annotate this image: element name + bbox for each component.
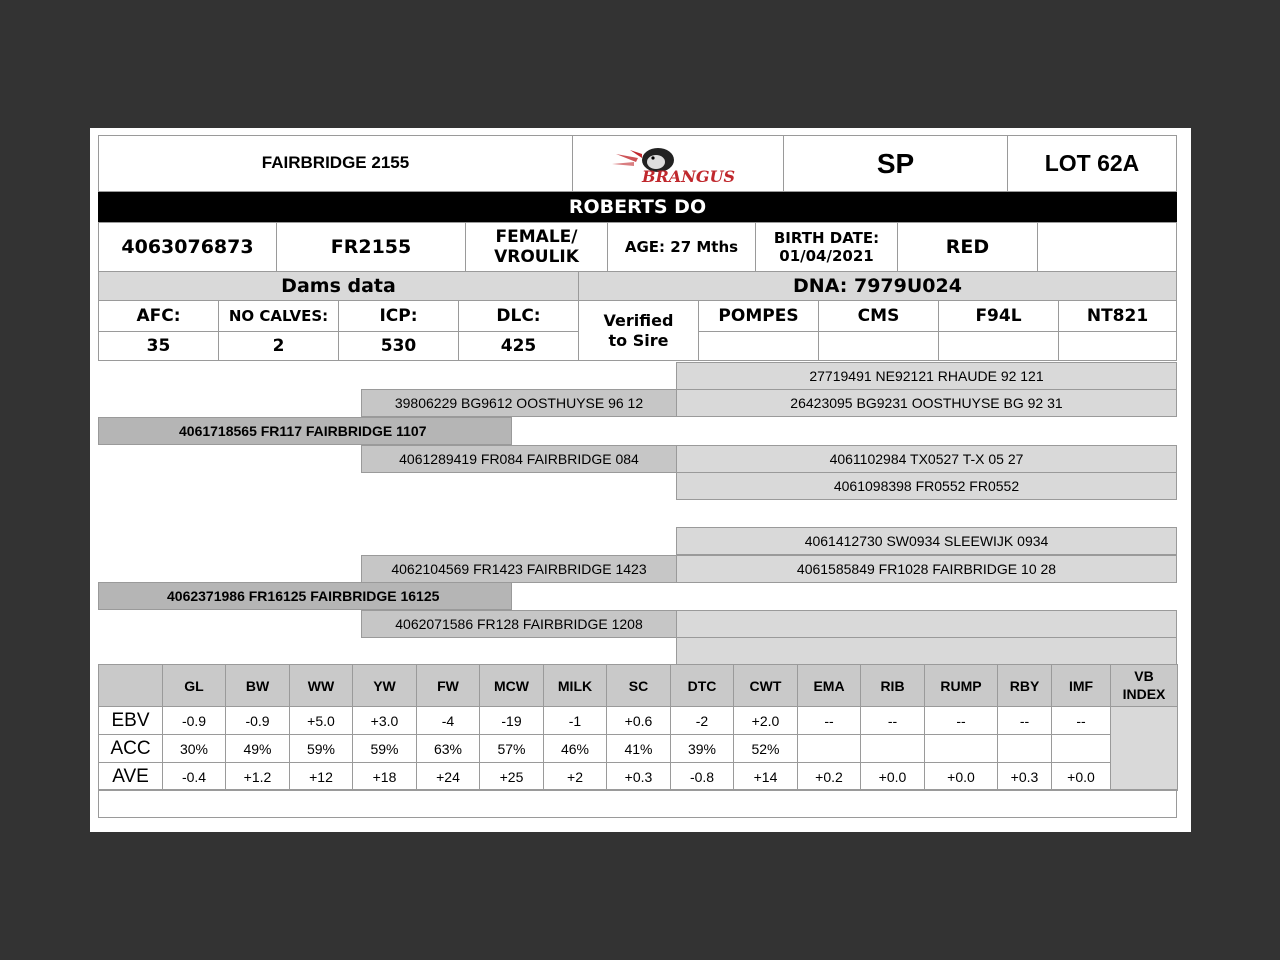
table-cell: 39%	[671, 735, 734, 763]
dams-data-title: Dams data	[98, 271, 579, 301]
animal-name: FAIRBRIDGE 2155	[261, 153, 410, 173]
row-label: EBV	[99, 707, 163, 735]
col-dtc: DTC	[671, 665, 734, 707]
col-rby: RBY	[998, 665, 1052, 707]
table-row-ave	[99, 763, 1178, 791]
col-milk: MILK	[544, 665, 607, 707]
notes-row	[98, 789, 1177, 818]
pedigree-dam-sire: 4062104569 FR1423 FAIRBRIDGE 1423	[361, 555, 677, 583]
dna-test-nt821: NT821	[1058, 300, 1177, 332]
dna-result-cms	[818, 331, 939, 361]
pedigree-sire-dam-dam: 4061098398 FR0552 FR0552	[676, 472, 1177, 500]
table-cell: +0.0	[861, 763, 925, 791]
afc-value: 35	[98, 331, 219, 361]
grade-cell	[783, 135, 1008, 192]
dlc-label: DLC:	[458, 300, 579, 332]
table-cell: +12	[290, 763, 353, 791]
table-cell: -0.9	[163, 707, 226, 735]
dna-result-f94l	[938, 331, 1059, 361]
afc-label: AFC:	[98, 300, 219, 332]
table-cell: +1.2	[226, 763, 290, 791]
no-calves-value: 2	[218, 331, 339, 361]
pedigree-sire-sire-dam: 26423095 BG9231 OOSTHUYSE BG 92 31	[676, 389, 1177, 417]
table-cell: -0.9	[226, 707, 290, 735]
dna-test-f94l: F94L	[938, 300, 1059, 332]
table-row-ebv	[99, 707, 1178, 735]
reg-number: 4063076873	[98, 222, 277, 272]
dna-test-cms: CMS	[818, 300, 939, 332]
age: AGE: 27 Mths	[607, 222, 756, 272]
dna-test-pompes: POMPES	[698, 300, 819, 332]
col-mcw: MCW	[480, 665, 544, 707]
table-cell: --	[861, 707, 925, 735]
table-cell: -0.4	[163, 763, 226, 791]
table-cell: --	[998, 707, 1052, 735]
dna-result-pompes	[698, 331, 819, 361]
ebv-header-row	[99, 665, 1178, 707]
table-row-acc	[99, 735, 1178, 763]
table-cell: +0.0	[1052, 763, 1111, 791]
table-cell: +24	[417, 763, 480, 791]
sex-label: FEMALE/ VROULIK	[494, 226, 579, 267]
pedigree-sire-sire-sire: 27719491 NE92121 RHAUDE 92 121	[676, 362, 1177, 390]
animal-name-cell	[98, 135, 573, 192]
birth-date-label: BIRTH DATE: 01/04/2021	[773, 229, 880, 265]
grade: SP	[876, 147, 915, 179]
birth-date	[755, 222, 898, 272]
table-cell: +0.3	[607, 763, 671, 791]
icp-label: ICP:	[338, 300, 459, 332]
table-cell: -19	[480, 707, 544, 735]
pedigree-dam-sire-dam: 4061585849 FR1028 FAIRBRIDGE 10 28	[676, 555, 1177, 583]
table-cell: --	[925, 707, 998, 735]
brangus-logo	[608, 140, 748, 188]
table-cell: 46%	[544, 735, 607, 763]
table-cell: 63%	[417, 735, 480, 763]
table-cell	[798, 735, 861, 763]
col-rib: RIB	[861, 665, 925, 707]
tag-number: FR2155	[276, 222, 466, 272]
table-cell: 41%	[607, 735, 671, 763]
verified-label: Verified to Sire	[603, 311, 674, 350]
no-calves-label: NO CALVES:	[218, 300, 339, 332]
col-gl: GL	[163, 665, 226, 707]
table-cell: 59%	[290, 735, 353, 763]
col-sc: SC	[607, 665, 671, 707]
table-cell: +2	[544, 763, 607, 791]
table-cell	[998, 735, 1052, 763]
table-cell: +25	[480, 763, 544, 791]
table-cell: -1	[544, 707, 607, 735]
col-yw: YW	[353, 665, 417, 707]
pedigree-dam-dam-sire	[676, 610, 1177, 638]
table-cell: --	[798, 707, 861, 735]
table-cell: +14	[734, 763, 798, 791]
vb-index-value	[1111, 707, 1178, 791]
table-cell: +18	[353, 763, 417, 791]
ebv-corner	[99, 665, 163, 707]
pedigree-dam-sire-sire: 4061412730 SW0934 SLEEWIJK 0934	[676, 527, 1177, 555]
row-label: AVE	[99, 763, 163, 791]
table-cell	[861, 735, 925, 763]
col-ema: EMA	[798, 665, 861, 707]
info-extra	[1037, 222, 1177, 272]
table-cell: +5.0	[290, 707, 353, 735]
table-cell: +0.3	[998, 763, 1052, 791]
table-cell: -2	[671, 707, 734, 735]
breeder-band	[98, 192, 1177, 222]
table-cell: 57%	[480, 735, 544, 763]
sex	[465, 222, 608, 272]
table-cell: 52%	[734, 735, 798, 763]
table-cell: -0.8	[671, 763, 734, 791]
pedigree-sire-sire: 39806229 BG9612 OOSTHUYSE 96 12	[361, 389, 677, 417]
lot-number: LOT 62A	[1044, 149, 1140, 176]
table-cell: +0.6	[607, 707, 671, 735]
dna-title: DNA: 7979U024	[578, 271, 1177, 301]
table-cell: --	[1052, 707, 1111, 735]
col-fw: FW	[417, 665, 480, 707]
pedigree-dam-dam: 4062071586 FR128 FAIRBRIDGE 1208	[361, 610, 677, 638]
dna-result-nt821	[1058, 331, 1177, 361]
breeder-name: ROBERTS DO	[568, 196, 707, 218]
table-cell: +0.2	[798, 763, 861, 791]
row-label: ACC	[99, 735, 163, 763]
lot-cell	[1007, 135, 1177, 192]
verified-to-sire	[578, 300, 699, 361]
col-vb-index: VB INDEX	[1111, 665, 1178, 707]
colour: RED	[897, 222, 1038, 272]
table-cell	[925, 735, 998, 763]
col-bw: BW	[226, 665, 290, 707]
table-cell: +3.0	[353, 707, 417, 735]
lot-card	[90, 128, 1191, 832]
dlc-value: 425	[458, 331, 579, 361]
pedigree-dam-dam-dam	[676, 637, 1177, 665]
table-cell: 59%	[353, 735, 417, 763]
pedigree-sire-dam: 4061289419 FR084 FAIRBRIDGE 084	[361, 445, 677, 473]
table-cell: +2.0	[734, 707, 798, 735]
col-cwt: CWT	[734, 665, 798, 707]
col-rump: RUMP	[925, 665, 998, 707]
brand-logo-cell	[572, 135, 784, 192]
table-cell: -4	[417, 707, 480, 735]
table-cell: +0.0	[925, 763, 998, 791]
pedigree-sire: 4061718565 FR117 FAIRBRIDGE 1107	[98, 417, 512, 445]
table-cell: 49%	[226, 735, 290, 763]
brand-logo-text: BRANGUS	[642, 166, 736, 186]
table-cell	[1052, 735, 1111, 763]
ebv-table	[98, 664, 1178, 791]
pedigree-dam: 4062371986 FR16125 FAIRBRIDGE 16125	[98, 582, 512, 610]
col-imf: IMF	[1052, 665, 1111, 707]
col-ww: WW	[290, 665, 353, 707]
pedigree-sire-dam-sire: 4061102984 TX0527 T-X 05 27	[676, 445, 1177, 473]
table-cell: 30%	[163, 735, 226, 763]
icp-value: 530	[338, 331, 459, 361]
